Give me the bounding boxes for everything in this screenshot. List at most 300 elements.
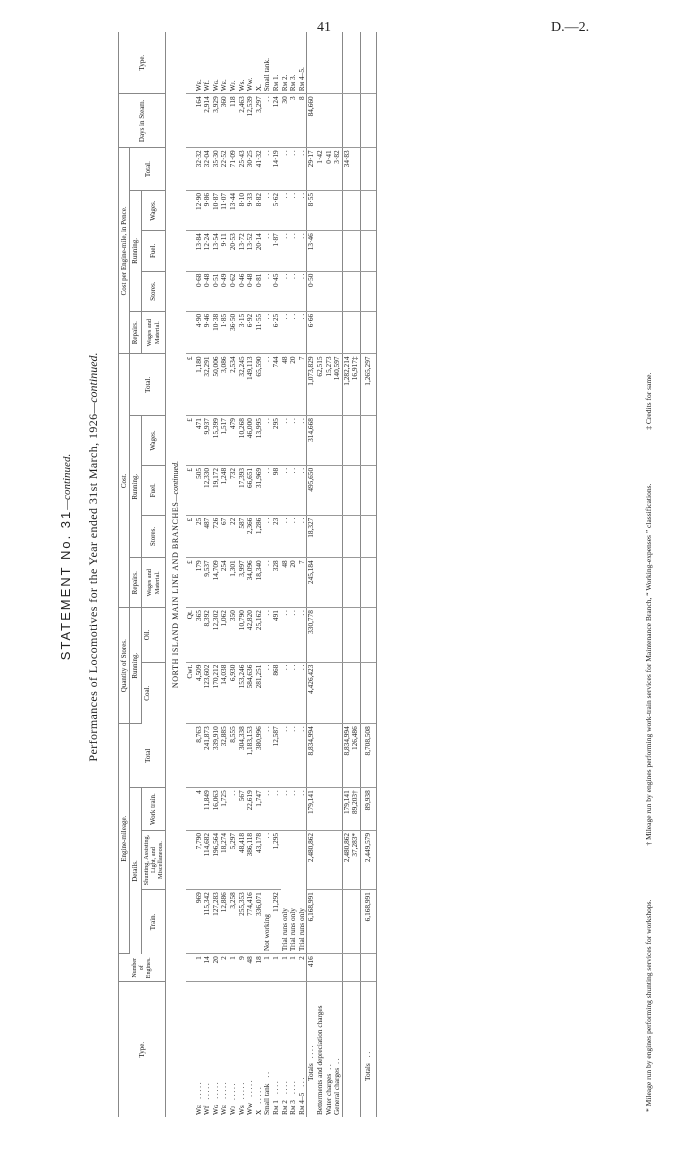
cell-rwm: 7 [298, 558, 307, 608]
cell-oil: 491 [272, 608, 281, 663]
deduct-ct: 16,917‡ [351, 354, 360, 416]
charges-pst [333, 271, 342, 311]
cell-pt: 30·25 [246, 148, 255, 191]
total-pwa: 8·55 [307, 190, 316, 230]
leader-dots: . . . . . [236, 1082, 246, 1100]
cell-pst: 0·62 [229, 271, 238, 311]
final-prwm [360, 311, 376, 354]
type-right: Rᴍ 1. [272, 32, 281, 94]
cell-num: 48 [246, 954, 255, 982]
cell-st: 726 [212, 515, 221, 558]
cell-wa: 46,000 [246, 416, 255, 466]
cell-days: . . [263, 94, 272, 148]
col-p-fuel: Fuel. [141, 231, 166, 271]
cell-shunt: 18,274 [220, 830, 229, 889]
cell-coal: 281,251 [255, 662, 264, 724]
blank [360, 32, 376, 94]
cell-pt: 35·30 [212, 148, 221, 191]
cell-work: . . [272, 788, 281, 831]
cell-oil: 12,302 [212, 608, 221, 663]
cell-pfu: 13·52 [246, 231, 255, 271]
cell-work: . . [298, 788, 307, 831]
subtotal-oil [342, 608, 351, 663]
cell-fu: . . [263, 465, 272, 515]
leader-dots: . . [332, 1058, 342, 1064]
charges-prwm [316, 311, 325, 354]
cell-pwa: 5·62 [272, 190, 281, 230]
col-running-stores: Running. [130, 608, 141, 724]
charges-rwm [325, 558, 334, 608]
cell-days: 3 [289, 94, 298, 148]
deduct-prwm [351, 311, 360, 354]
blank [342, 32, 351, 94]
cell-num: 1 [263, 954, 272, 982]
cell-prwm: 3·15 [238, 311, 247, 354]
blank [351, 32, 360, 94]
final-shunt: 2,449,579 [360, 830, 376, 889]
cell-train: 336,071 [255, 890, 264, 954]
total-pfu: 13·46 [307, 231, 316, 271]
col-details: Details. [130, 788, 141, 954]
cell-fu: . . [289, 465, 298, 515]
cell-total: 339,910 [212, 724, 221, 788]
type-cell [360, 982, 376, 1117]
cell-coal: 123,602 [203, 662, 212, 724]
cell-pwa: 12·90 [195, 190, 204, 230]
cell-pst: 0·48 [203, 271, 212, 311]
cell-prwm: . . [263, 311, 272, 354]
cell-total: 12,587 [272, 724, 281, 788]
type-label: Rᴍ 3 [288, 1100, 298, 1115]
charges-wa [316, 416, 325, 466]
col-cost: Cost. [119, 354, 130, 608]
charges-st [325, 515, 334, 558]
col-type: Type. [119, 982, 166, 1117]
total-rwm: 245,184 [307, 558, 316, 608]
type-label: Wᴊ [228, 1105, 238, 1115]
cell-prwm: . . [289, 311, 298, 354]
cell-prwm: 11·55 [255, 311, 264, 354]
unit-qt: Qt. [186, 608, 195, 663]
leader-dots: . . [262, 1072, 272, 1078]
cell-oil: 8,392 [203, 608, 212, 663]
cell-pfu: . . [263, 231, 272, 271]
subtotal-rwm [342, 558, 351, 608]
total-coal: 4,426,423 [307, 662, 316, 724]
cell-work: 1,747 [255, 788, 264, 831]
charges-shunt [325, 830, 334, 889]
cell-pst: 0·81 [255, 271, 264, 311]
cell-work: 22,619 [246, 788, 255, 831]
charges-oil [316, 608, 325, 663]
cell-pfu: . . [281, 231, 290, 271]
charges-num [333, 954, 342, 982]
cell-train: Trial runs only [281, 830, 290, 953]
cell-pt: 71·09 [229, 148, 238, 191]
cell-pst: 0·48 [246, 271, 255, 311]
charges-work [325, 788, 334, 831]
cell-st: 22 [229, 515, 238, 558]
cell-work: . . [263, 788, 272, 831]
cell-prwm: 1·85 [220, 311, 229, 354]
cell-st: . . [263, 515, 272, 558]
cell-train: 11,292 [272, 890, 281, 954]
leader-dots: . . . . . [193, 1082, 203, 1099]
total-train: 6,168,991 [307, 890, 316, 954]
cell-pt: . . [289, 148, 298, 191]
leader-dots: . . . . . [219, 1082, 229, 1099]
col-running-cost: Running. [130, 416, 141, 558]
cell-pt: 22·52 [220, 148, 229, 191]
footnotes [644, 32, 653, 1112]
cell-rwm: 254 [220, 558, 229, 608]
cell-oil: 1,062 [220, 608, 229, 663]
cell-st: 487 [203, 515, 212, 558]
cell-oil: 10,790 [238, 608, 247, 663]
cell-ct: 48 [281, 354, 290, 416]
charges-pt: 3·82 [333, 148, 342, 191]
cell-pt: 25·43 [238, 148, 247, 191]
cell-total: 32,885 [220, 724, 229, 788]
cell-work: 11,849 [203, 788, 212, 831]
total-shunt: 2,480,862 [307, 830, 316, 889]
charges-coal [325, 662, 334, 724]
cell-ct: 149,113 [246, 354, 255, 416]
cell-num: 1 [229, 954, 238, 982]
subtotal-work: 179,141 [342, 788, 351, 831]
deduct-row [351, 32, 360, 1117]
subtotal-st [342, 515, 351, 558]
cell-pst: 0·45 [272, 271, 281, 311]
blank [351, 982, 360, 1117]
cell-pfu: 13·54 [212, 231, 221, 271]
cell-wa: 15,399 [212, 416, 221, 466]
cell-train: 3,258 [229, 890, 238, 954]
cell-pwa: 10·87 [212, 190, 221, 230]
leader-dots: . . . . [306, 1045, 316, 1059]
charges-total [325, 724, 334, 788]
cell-days: 30 [281, 94, 290, 148]
subtotal-pst [342, 271, 351, 311]
cell-shunt: 48,418 [238, 830, 247, 889]
cell-total: 8,555 [229, 724, 238, 788]
cell-prwm: . . [281, 311, 290, 354]
charges-ct: 15,273 [325, 354, 334, 416]
charges-row [316, 32, 325, 1117]
type-label: Ws [236, 1105, 246, 1115]
type-cell [281, 982, 290, 1117]
cell-pfu: 13·84 [195, 231, 204, 271]
col-oil: Oil. [141, 608, 166, 663]
charges-wa [333, 416, 342, 466]
cell-shunt: 5,297 [229, 830, 238, 889]
page-number: 41 [317, 20, 331, 35]
deduct-num [351, 954, 360, 982]
type-right: Rᴍ 3. [289, 32, 298, 94]
cell-pt: 14·19 [272, 148, 281, 191]
cell-num: 20 [212, 954, 221, 982]
deduct-pst [351, 271, 360, 311]
charges-row [325, 32, 334, 1117]
cell-shunt: . . [263, 830, 272, 889]
deduct-pfu [351, 231, 360, 271]
col-coal: Coal. [141, 662, 166, 724]
unit-pound: £ [186, 515, 195, 558]
deduct-train [351, 890, 360, 954]
subtotal-shunt: 2,480,862 [342, 830, 351, 889]
cell-rwm: 9,537 [203, 558, 212, 608]
charges-st [333, 515, 342, 558]
cell-st: . . [281, 515, 290, 558]
cell-num: 2 [298, 954, 307, 982]
cell-shunt: 43,178 [255, 830, 264, 889]
deduct-coal [351, 662, 360, 724]
cell-ct: 32,291 [203, 354, 212, 416]
cell-pst: 0·46 [238, 271, 247, 311]
final-ct: 1,265,297 [360, 354, 376, 416]
footnote-1: * Mileage run by engines performing shunting services for workshops. [644, 899, 653, 1112]
charges-pwa [316, 190, 325, 230]
cell-ct: 2,534 [229, 354, 238, 416]
col-engine-mileage: Engine-mileage. [119, 724, 130, 954]
charges-fu [333, 465, 342, 515]
page-reference: D.—2. [551, 20, 590, 35]
unit-pound: £ [186, 465, 195, 515]
cell-st: 25 [195, 515, 204, 558]
cell-total: . . [281, 724, 290, 788]
type-right: Ww. [246, 32, 255, 94]
cell-wa: . . [289, 416, 298, 466]
final-pwa [360, 190, 376, 230]
cell-rwm: 34,096 [246, 558, 255, 608]
cell-pst: . . [281, 271, 290, 311]
col-repairs: Repairs. [130, 558, 141, 608]
cell-shunt: 7,790 [195, 830, 204, 889]
subtotal-train [342, 890, 351, 954]
cell-oil: 365 [195, 608, 204, 663]
final-days [360, 94, 376, 148]
type-label: Wᴇ [193, 1104, 203, 1115]
cell-num: 1 [289, 954, 298, 982]
cell-pfu: 1·87 [272, 231, 281, 271]
cell-train: 774,416 [246, 890, 255, 954]
cell-pfu: . . [298, 231, 307, 271]
cell-pfu: 20·14 [255, 231, 264, 271]
blank [307, 32, 316, 94]
cell-pwa: 13·44 [229, 190, 238, 230]
cell-pwa: . . [298, 190, 307, 230]
cell-ct: 3,086 [220, 354, 229, 416]
total-pst: 0·50 [307, 271, 316, 311]
type-label: Wf [202, 1105, 212, 1115]
final-total: 8,708,508 [360, 724, 376, 788]
cell-train: 127,283 [212, 890, 221, 954]
subtotal-coal [342, 662, 351, 724]
cell-wa: 471 [195, 416, 204, 466]
charges-pwa [333, 190, 342, 230]
cell-wa: 479 [229, 416, 238, 466]
charges-work [316, 788, 325, 831]
subtotal-pfu [342, 231, 351, 271]
cell-num: 1 [281, 954, 290, 982]
cell-rwm: 1,301 [229, 558, 238, 608]
type-right: Wf. [203, 32, 212, 94]
cell-pt: 41·32 [255, 148, 264, 191]
type-label: Rᴍ 4–5 [296, 1092, 306, 1115]
cell-pwa: 8·82 [255, 190, 264, 230]
cell-st: 23 [272, 515, 281, 558]
subtotal-total: 8,834,994 [342, 724, 351, 788]
cell-work: 567 [238, 788, 247, 831]
leader-dots: . . . . . [210, 1082, 220, 1099]
charges-train [325, 890, 334, 954]
unit-cwt: Cwt. [186, 662, 195, 724]
cell-prwm: 6·92 [246, 311, 255, 354]
col-p-running: Running. [130, 190, 141, 311]
final-fu [360, 465, 376, 515]
cell-ct: 744 [272, 354, 281, 416]
leader-dots: . . [323, 1064, 333, 1070]
deduct-shunt: 37,283* [351, 830, 360, 889]
cell-st: 2,366 [246, 515, 255, 558]
cell-prwm: 36·50 [229, 311, 238, 354]
cell-pst: 0·49 [220, 271, 229, 311]
charges-rwm [316, 558, 325, 608]
final-oil [360, 608, 376, 663]
cell-train: Not working [263, 890, 272, 954]
cell-pt: . . [298, 148, 307, 191]
final-pfu [360, 231, 376, 271]
cell-fu: 31,969 [255, 465, 264, 515]
cell-rwm: 18,340 [255, 558, 264, 608]
total-days: 84,660 [307, 94, 316, 148]
cell-ct: 7 [298, 354, 307, 416]
charges-total [333, 724, 342, 788]
charges-train [333, 890, 342, 954]
cell-days: 8 [298, 94, 307, 148]
cell-wa: 295 [272, 416, 281, 466]
cell-pfu: . . [289, 231, 298, 271]
final-coal [360, 662, 376, 724]
cell-fu: 98 [272, 465, 281, 515]
final-train: 6,168,991 [360, 890, 376, 954]
col-type2: Type. [119, 32, 166, 94]
col-train: Train. [141, 890, 166, 954]
cell-num: 14 [203, 954, 212, 982]
cell-days: 124 [272, 94, 281, 148]
cell-rwm: 20 [289, 558, 298, 608]
col-mileage-total: Total [130, 724, 166, 788]
col-cost-total: Total. [130, 354, 166, 416]
charges-days [316, 94, 325, 148]
cell-num: 1 [195, 954, 204, 982]
cell-oil: 25,162 [255, 608, 264, 663]
col-cost-per-mile: Cost per Engine-mile, in Pence. [119, 148, 130, 354]
type-label: Wᴇ [219, 1104, 229, 1115]
cell-train: 969 [195, 890, 204, 954]
deduct-oil [351, 608, 360, 663]
cell-fu: 732 [229, 465, 238, 515]
charges-coal [316, 662, 325, 724]
col-shunting: Shunting, Assisting, Light, and Miscellaneous. [141, 830, 166, 889]
cell-work: . . [281, 788, 290, 831]
charges-train [316, 890, 325, 954]
charges-total [316, 724, 325, 788]
type-right: Wᴇ. [220, 32, 229, 94]
type-label: Totals [362, 1063, 372, 1081]
total-wa: 314,668 [307, 416, 316, 466]
cell-wa: . . [298, 416, 307, 466]
cell-train: Trial runs only [289, 830, 298, 953]
cell-num: 1 [272, 954, 281, 982]
type-cell [263, 982, 272, 1117]
cell-coal: . . [289, 662, 298, 724]
cell-fu: . . [281, 465, 290, 515]
cell-coal: 170,212 [212, 662, 221, 724]
cell-rwm: 328 [272, 558, 281, 608]
charges-text: Water charges [323, 1073, 333, 1115]
cell-total: 1,183,153 [246, 724, 255, 788]
cell-shunt: 196,564 [212, 830, 221, 889]
final-pst [360, 271, 376, 311]
cell-pst: . . [298, 271, 307, 311]
type-right: Rᴍ 4–5. [298, 32, 307, 94]
cell-num: 18 [255, 954, 264, 982]
total-work: 179,141 [307, 788, 316, 831]
col-wages: Wages. [141, 416, 166, 466]
charges-oil [333, 608, 342, 663]
cell-fu: 66,651 [246, 465, 255, 515]
cell-total: . . [298, 724, 307, 788]
unit-pound: £ [186, 416, 195, 466]
cell-days: 164 [195, 94, 204, 148]
subtotal-row [342, 32, 351, 1117]
cell-wa: . . [263, 416, 272, 466]
cell-shunt: 1,295 [272, 830, 281, 889]
col-p-stores: Stores. [141, 271, 166, 311]
total-ct: 1,073,829 [307, 354, 316, 416]
cell-days: 3,929 [212, 94, 221, 148]
charges-pfu [333, 231, 342, 271]
charges-pt: 0·41 [325, 148, 334, 191]
charges-ct: 140,597 [333, 354, 342, 416]
cell-pwa: 9·33 [246, 190, 255, 230]
cell-coal: . . [298, 662, 307, 724]
total-pt: 29·17 [307, 148, 316, 191]
cell-wa: 13,995 [255, 416, 264, 466]
cell-pst: . . [289, 271, 298, 311]
leader-dots: . . . . . [253, 1087, 263, 1104]
col-p-repairs: Repairs. [130, 311, 141, 354]
cell-wa: . . [281, 416, 290, 466]
cell-train: 115,342 [203, 890, 212, 954]
charges-pfu [316, 231, 325, 271]
charges-prwm [325, 311, 334, 354]
cell-fu: 1,248 [220, 465, 229, 515]
charges-pst [325, 271, 334, 311]
charges-prwm [333, 311, 342, 354]
cell-coal: . . [263, 662, 272, 724]
charges-fu [325, 465, 334, 515]
charges-text: General charges [332, 1067, 342, 1115]
col-p-total: Total. [130, 148, 166, 191]
cell-total: 8,763 [195, 724, 204, 788]
subtotal-pt: 34·83 [342, 148, 351, 191]
cell-ct: 65,590 [255, 354, 264, 416]
cell-ct: 50,006 [212, 354, 221, 416]
cell-pwa: 9·86 [203, 190, 212, 230]
cell-fu: 12,330 [203, 465, 212, 515]
